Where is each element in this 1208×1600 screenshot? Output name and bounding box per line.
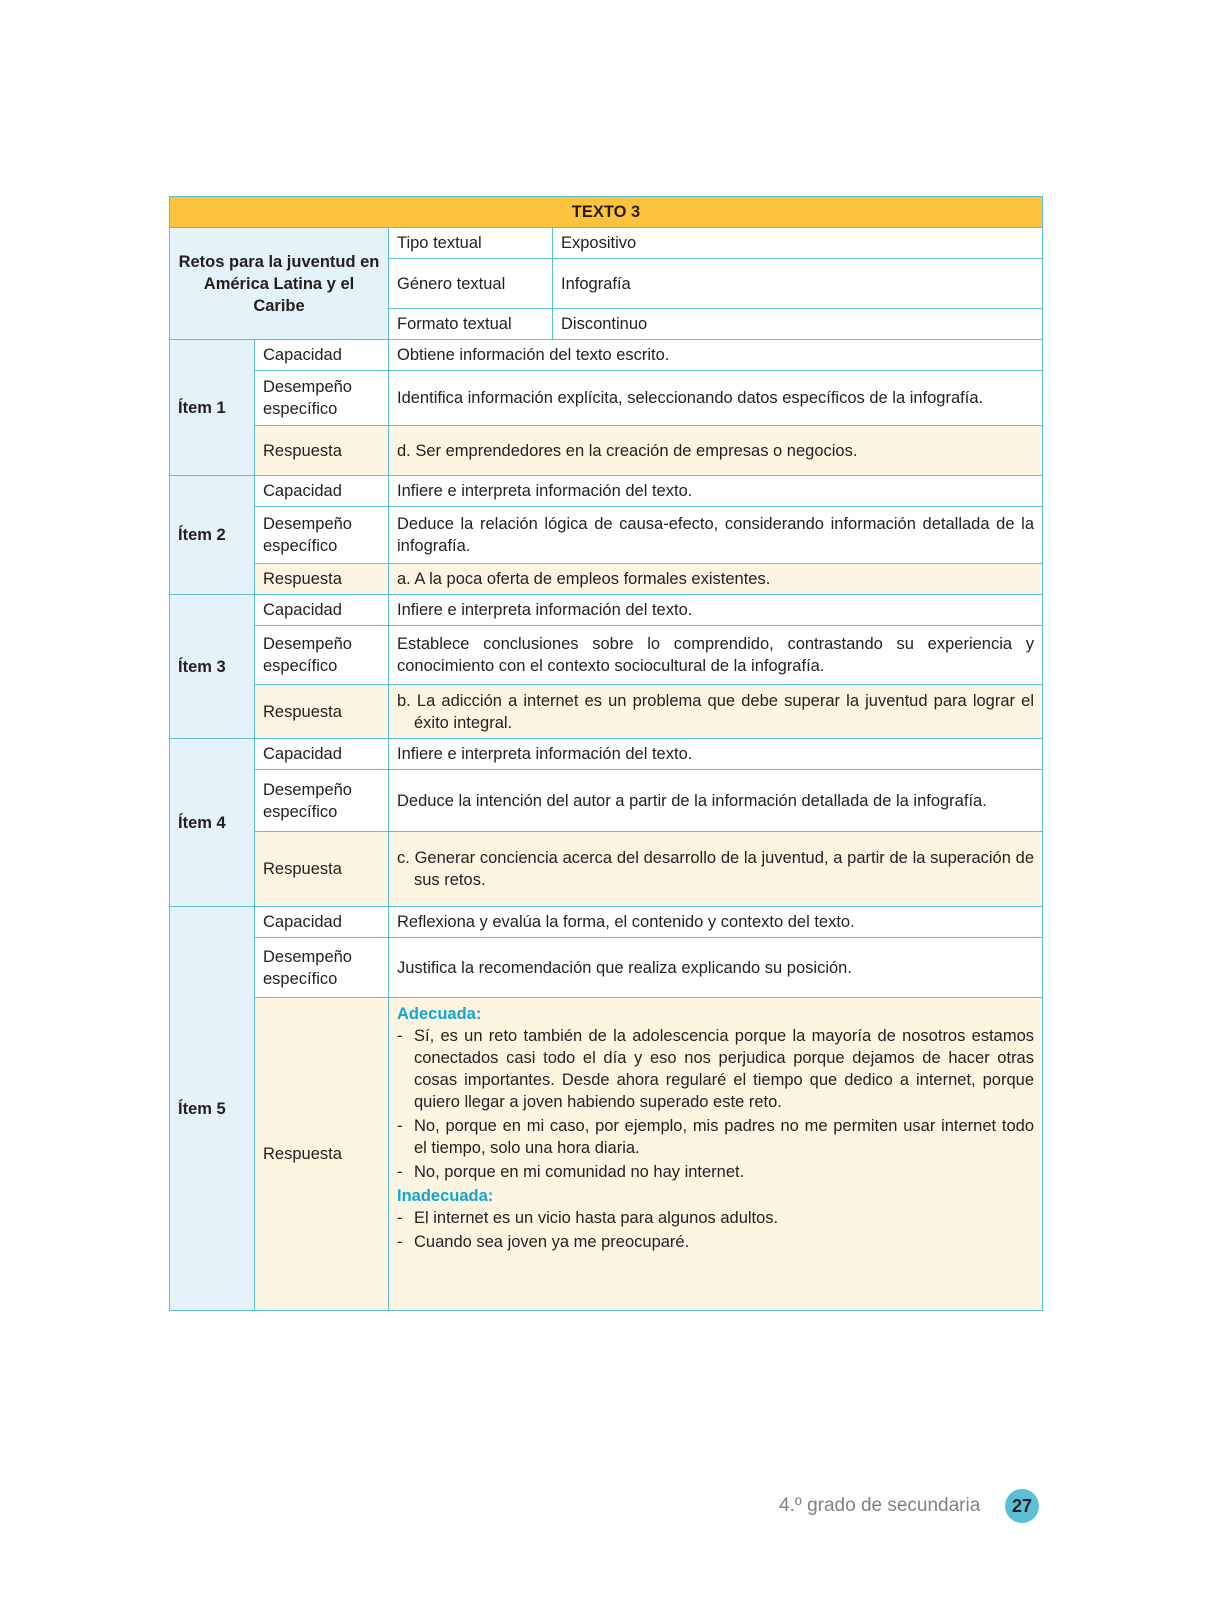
capacidad-label: Capacidad xyxy=(255,595,389,626)
desempeno-value: Deduce la relación lógica de causa-efecto, considerando información detallada de la infografía. xyxy=(389,507,1043,564)
respuesta-value: b. La adicción a internet es un problema que debe superar la juventud para lograr el éxito integral. xyxy=(397,691,1034,732)
desempeno-value: Justifica la recomendación que realiza explicando su posición. xyxy=(389,938,1043,998)
adecuada-list xyxy=(397,1025,1034,1183)
item-3-desempeno-row xyxy=(170,626,1043,685)
text-info-value: Expositivo xyxy=(553,228,1043,259)
capacidad-value: Obtiene información del texto escrito. xyxy=(389,340,1043,371)
capacidad-value: Reflexiona y evalúa la forma, el contenido y contexto del texto. xyxy=(389,907,1043,938)
list-item: - Sí, es un reto también de la adolescencia porque la mayoría de nosotros estamos conectados casi todo el día y eso nos perjudica porque dejamos de hacer otras cosas importantes. Desde ahora regularé el tiempo que dedico a internet, porque quiero llegar a joven habiendo superado este reto. xyxy=(397,1025,1034,1113)
desempeno-label: Desempeño específico xyxy=(255,507,389,564)
desempeno-value: Identifica información explícita, seleccionando datos específicos de la infografía. xyxy=(389,371,1043,426)
desempeno-label: Desempeño específico xyxy=(255,938,389,998)
text-title: Retos para la juventud en América Latina y el Caribe xyxy=(170,228,389,340)
capacidad-value: Infiere e interpreta información del texto. xyxy=(389,595,1043,626)
item-2-capacidad-row xyxy=(170,476,1043,507)
respuesta-answers xyxy=(389,998,1043,1311)
capacidad-label: Capacidad xyxy=(255,907,389,938)
list-item: - Cuando sea joven ya me preocuparé. xyxy=(397,1231,1034,1253)
item-4-label: Ítem 4 xyxy=(170,739,255,907)
item-3-capacidad-row xyxy=(170,595,1043,626)
respuesta-label: Respuesta xyxy=(255,426,389,476)
inadecuada-heading: Inadecuada: xyxy=(397,1187,494,1205)
text-info-label: Género textual xyxy=(389,259,553,309)
evaluation-table xyxy=(169,196,1043,1311)
item-4-desempeno-row xyxy=(170,770,1043,832)
item-1-capacidad-row xyxy=(170,340,1043,371)
capacidad-label: Capacidad xyxy=(255,739,389,770)
desempeno-value: Establece conclusiones sobre lo comprendido, contrastando su experiencia y conocimiento con el contexto sociocultural de la infografía. xyxy=(389,626,1043,685)
item-1-respuesta-row xyxy=(170,426,1043,476)
inadecuada-list xyxy=(397,1207,1034,1253)
respuesta-label: Respuesta xyxy=(255,832,389,907)
respuesta-label: Respuesta xyxy=(255,998,389,1311)
list-item: - El internet es un vicio hasta para algunos adultos. xyxy=(397,1207,1034,1229)
text-info-label: Tipo textual xyxy=(389,228,553,259)
text-info-label: Formato textual xyxy=(389,309,553,340)
item-5-label: Ítem 5 xyxy=(170,907,255,1311)
item-5-respuesta-row xyxy=(170,998,1043,1311)
respuesta-value: d. Ser emprendedores en la creación de empresas o negocios. xyxy=(389,426,1043,476)
text-info-value: Infografía xyxy=(553,259,1043,309)
respuesta-label: Respuesta xyxy=(255,564,389,595)
capacidad-value: Infiere e interpreta información del texto. xyxy=(389,739,1043,770)
desempeno-label: Desempeño específico xyxy=(255,770,389,832)
item-3-respuesta-row xyxy=(170,685,1043,739)
page-number: 27 xyxy=(1005,1489,1039,1523)
item-2-desempeno-row xyxy=(170,507,1043,564)
item-5-desempeno-row xyxy=(170,938,1043,998)
item-2-label: Ítem 2 xyxy=(170,476,255,595)
respuesta-value: c. Generar conciencia acerca del desarrollo de la juventud, a partir de la superación de sus retos. xyxy=(397,849,1034,889)
desempeno-value: Deduce la intención del autor a partir de la información detallada de la infografía. xyxy=(389,770,1043,832)
grade-label: 4.º grado de secundaria xyxy=(779,1495,981,1516)
item-1-label: Ítem 1 xyxy=(170,340,255,476)
respuesta-value: a. A la poca oferta de empleos formales existentes. xyxy=(389,564,1043,595)
capacidad-value: Infiere e interpreta información del texto. xyxy=(389,476,1043,507)
item-3-label: Ítem 3 xyxy=(170,595,255,739)
capacidad-label: Capacidad xyxy=(255,340,389,371)
item-4-capacidad-row xyxy=(170,739,1043,770)
table-header-row xyxy=(170,197,1043,228)
desempeno-label: Desempeño específico xyxy=(255,371,389,426)
respuesta-label: Respuesta xyxy=(255,685,389,739)
item-4-respuesta-row xyxy=(170,832,1043,907)
list-item: - No, porque en mi comunidad no hay internet. xyxy=(397,1161,1034,1183)
desempeno-label: Desempeño específico xyxy=(255,626,389,685)
item-2-respuesta-row xyxy=(170,564,1043,595)
text-info-row xyxy=(170,228,1043,259)
item-1-desempeno-row xyxy=(170,371,1043,426)
capacidad-label: Capacidad xyxy=(255,476,389,507)
table-title: TEXTO 3 xyxy=(170,197,1043,228)
item-5-capacidad-row xyxy=(170,907,1043,938)
text-info-value: Discontinuo xyxy=(553,309,1043,340)
adecuada-heading: Adecuada: xyxy=(397,1005,482,1023)
list-item: - No, porque en mi caso, por ejemplo, mis padres no me permiten usar internet todo el tiempo, solo una hora diaria. xyxy=(397,1115,1034,1159)
